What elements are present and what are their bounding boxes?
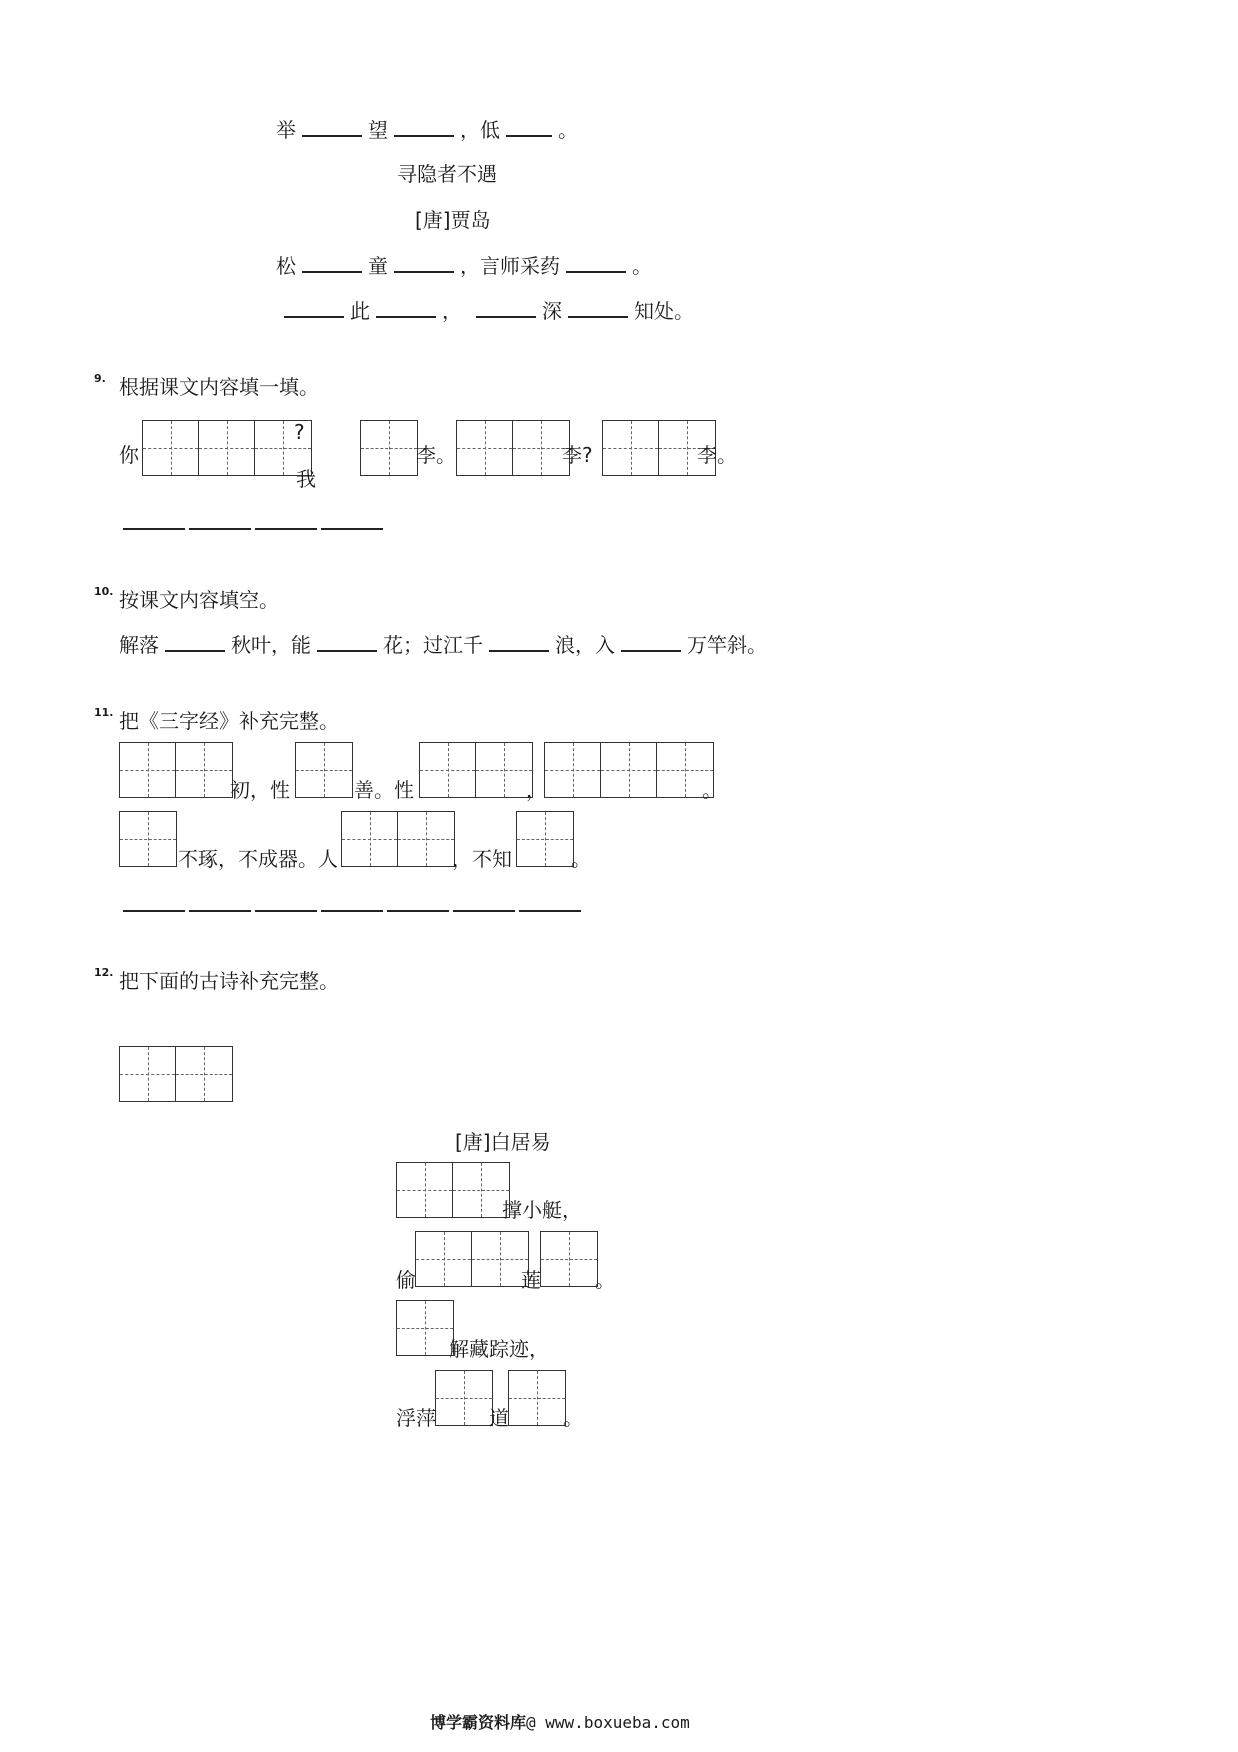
question-number: 10. [94,585,114,598]
answer-line[interactable] [387,910,449,912]
answer-line[interactable] [255,528,317,530]
blank[interactable] [621,636,681,652]
poem-author: [唐]白居易 [455,1130,551,1154]
char-grid[interactable] [396,1300,454,1356]
question-prompt: 按课文内容填空。 [119,588,279,612]
blank[interactable] [317,636,377,652]
text: 。 [595,1268,615,1292]
poem2-title: 寻隐者不遇 [397,162,497,186]
question-number: 11. [94,706,114,719]
text: ? [294,420,305,444]
poem1-line: 举 望 ，低 。 [276,118,578,142]
text: 浮萍 [396,1406,436,1430]
char-grid[interactable] [540,1231,598,1287]
char-grid[interactable] [516,811,574,867]
text: 我 [296,467,316,491]
char-grid[interactable] [544,742,714,798]
blank[interactable] [476,302,536,318]
blank[interactable] [302,121,362,137]
answer-line[interactable] [321,910,383,912]
blank[interactable] [394,121,454,137]
char-grid[interactable] [142,420,312,476]
question-number: 9. [94,372,106,385]
text: 。 [571,847,591,871]
blank[interactable] [489,636,549,652]
blank[interactable] [506,121,552,137]
poem2-line2: 此 ， 深 知处。 [278,299,694,323]
question-prompt: 把《三字经》补充完整。 [119,709,339,733]
question-prompt: 根据课文内容填一填。 [119,375,319,399]
char-grid[interactable] [119,811,177,867]
char-grid[interactable] [435,1370,493,1426]
text: 。 [702,778,722,802]
q10-line: 解落 秋叶，能 花；过江千 浪，入 万竿斜。 [119,633,767,657]
answer-line[interactable] [123,528,185,530]
text: 善。性 [354,778,414,802]
footer-watermark: 博学霸资料库@ www.boxueba.com [430,1713,690,1732]
question-prompt: 把下面的古诗补充完整。 [119,969,339,993]
text: 偷 [396,1268,416,1292]
answer-line[interactable] [123,910,185,912]
text: 李? [562,443,593,467]
blank[interactable] [394,257,454,273]
text: ， [526,778,546,802]
blank[interactable] [302,257,362,273]
answer-line[interactable] [321,528,383,530]
char-grid[interactable] [508,1370,566,1426]
text: ，不知 [452,847,512,871]
char-grid[interactable] [360,420,418,476]
text: 李。 [416,443,456,467]
blank[interactable] [566,257,626,273]
char-grid[interactable] [119,742,233,798]
title-char-grid[interactable] [119,1046,233,1102]
answer-line[interactable] [453,910,515,912]
text: 莲 [521,1268,541,1292]
poem2-line1: 松 童 ，言师采药 。 [276,254,652,278]
text: 道 [489,1406,509,1430]
answer-line[interactable] [189,528,251,530]
char-grid[interactable] [341,811,455,867]
text: 。 [563,1406,583,1430]
blank[interactable] [568,302,628,318]
answer-line[interactable] [189,910,251,912]
answer-line[interactable] [255,910,317,912]
answer-line[interactable] [519,910,581,912]
text: 你 [119,443,139,467]
blank[interactable] [284,302,344,318]
text: 撑小艇， [502,1198,582,1222]
char-grid[interactable] [419,742,533,798]
char-grid[interactable] [295,742,353,798]
text: 不琢，不成器。人 [178,847,338,871]
text: 初，性 [230,778,290,802]
blank[interactable] [376,302,436,318]
text: 李。 [697,443,737,467]
text: 解藏踪迹， [449,1337,549,1361]
char-grid[interactable] [456,420,570,476]
char-grid[interactable] [415,1231,529,1287]
poem2-author: [唐]贾岛 [415,208,491,232]
char-grid[interactable] [396,1162,510,1218]
question-number: 12. [94,966,114,979]
blank[interactable] [165,636,225,652]
